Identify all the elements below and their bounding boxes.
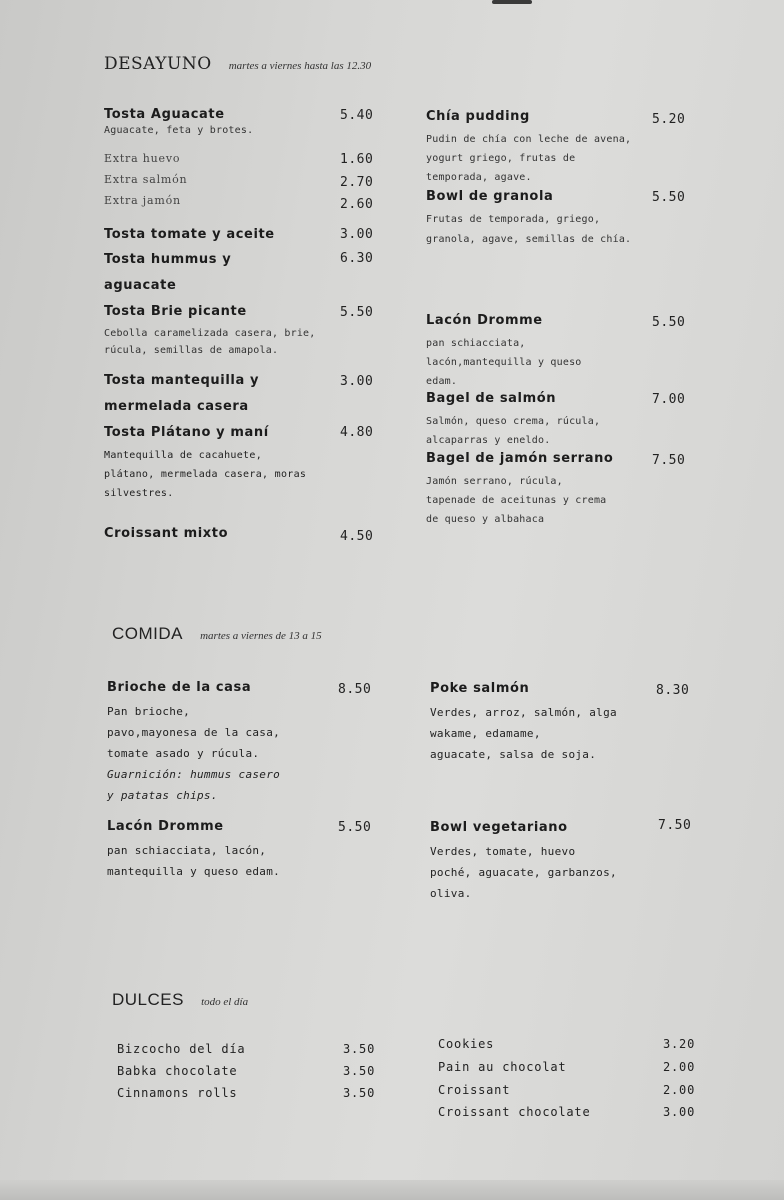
menu-item: Croissant chocolate <box>438 1105 591 1119</box>
item-name: Poke salmón <box>430 681 530 696</box>
menu-item <box>426 104 631 187</box>
item-name: Lacón Dromme <box>107 819 224 834</box>
item-desc: edam. <box>426 376 458 387</box>
item-name: Lacón Dromme <box>426 313 543 328</box>
item-desc: Salmón, queso crema, rúcula, <box>426 416 601 427</box>
item-price: 3.50 <box>343 1086 376 1100</box>
item-desc: oliva. <box>430 887 472 900</box>
menu-item <box>104 102 253 139</box>
item-desc: Aguacate, feta y brotes. <box>104 125 254 136</box>
item-desc: tomate asado y rúcula. <box>107 747 260 760</box>
item-desc: poché, aguacate, garbanzos, <box>430 866 617 879</box>
section-note: martes a viernes hasta las 12.30 <box>228 60 372 72</box>
extra-item: Extra salmón <box>104 173 188 186</box>
menu-item: Pain au chocolat <box>438 1060 567 1074</box>
item-price: 2.00 <box>663 1060 696 1074</box>
item-desc: pavo,mayonesa de la casa, <box>107 726 281 739</box>
item-name: Brioche de la casa <box>107 680 252 695</box>
item-name: Tosta Aguacate <box>104 107 225 122</box>
item-price: 5.50 <box>652 190 686 205</box>
item-desc: Pudin de chía con leche de avena, <box>426 134 632 145</box>
item-desc: de queso y albahaca <box>426 514 545 525</box>
menu-item <box>426 386 600 450</box>
item-name: Bagel de jamón serrano <box>426 451 614 466</box>
menu-item <box>104 420 306 503</box>
item-price: 5.50 <box>338 820 372 835</box>
item-price: 3.00 <box>340 374 374 389</box>
item-price: 5.50 <box>652 315 686 330</box>
item-price: 8.30 <box>656 683 690 698</box>
item-price: 6.30 <box>340 251 374 266</box>
section-title: COMIDA <box>112 624 183 643</box>
item-desc: Verdes, tomate, huevo <box>430 845 576 858</box>
item-price: 3.50 <box>343 1042 376 1056</box>
item-desc: silvestres. <box>104 488 174 499</box>
item-desc: Frutas de temporada, griego, <box>426 214 601 225</box>
menu-item <box>430 815 617 904</box>
paper-bottom-edge <box>0 1180 784 1200</box>
item-desc: pan schiacciata, <box>426 338 526 349</box>
item-name: mermelada casera <box>104 399 249 414</box>
item-desc: aguacate, salsa de soja. <box>430 748 597 761</box>
menu-item: Croissant <box>438 1083 511 1097</box>
item-desc: tapenade de aceitunas y crema <box>426 495 607 506</box>
item-name: Tosta mantequilla y <box>104 373 260 388</box>
top-mark <box>492 0 532 4</box>
section-title: DESAYUNO <box>104 54 212 74</box>
menu-item <box>104 368 259 420</box>
section-header-comida <box>112 624 322 644</box>
menu-item <box>426 184 631 250</box>
item-price: 3.00 <box>663 1105 696 1119</box>
item-desc: plátano, mermelada casera, moras <box>104 469 307 480</box>
item-desc: Cebolla caramelizada casera, brie, <box>104 328 316 339</box>
item-price: 3.20 <box>663 1037 696 1051</box>
item-name: Croissant mixto <box>104 526 229 541</box>
item-price: 8.50 <box>338 682 372 697</box>
item-desc: rúcula, semillas de amapola. <box>104 345 279 356</box>
item-desc: y patatas chips. <box>107 789 218 802</box>
item-price: 4.50 <box>340 529 374 544</box>
item-desc: temporada, agave. <box>426 172 532 183</box>
item-price: 2.00 <box>663 1083 696 1097</box>
menu-item: Babka chocolate <box>117 1064 238 1078</box>
item-name: Tosta hummus y <box>104 252 232 267</box>
item-desc: Guarnición: hummus casero <box>107 768 281 781</box>
item-desc: Jamón serrano, rúcula, <box>426 476 563 487</box>
item-name: Bowl de granola <box>426 189 554 204</box>
item-name: Tosta tomate y aceite <box>104 227 275 242</box>
item-desc: pan schiacciata, lacón, <box>107 844 267 857</box>
item-price: 1.60 <box>340 152 374 167</box>
menu-item <box>107 675 280 806</box>
item-price: 2.60 <box>340 197 374 212</box>
menu-item: Cinnamons rolls <box>117 1086 238 1100</box>
item-name: Chía pudding <box>426 109 530 124</box>
item-name: Tosta Brie picante <box>104 304 247 319</box>
menu-item: Cookies <box>438 1037 495 1051</box>
section-title: DULCES <box>112 990 184 1009</box>
menu-item <box>426 446 613 529</box>
item-price: 7.50 <box>658 818 692 833</box>
item-desc: granola, agave, semillas de chía. <box>426 234 632 245</box>
item-desc: Mantequilla de cacahuete, <box>104 450 263 461</box>
menu-item <box>104 299 316 359</box>
item-name: Tosta Plátano y maní <box>104 425 269 440</box>
item-name: Bowl vegetariano <box>430 820 568 835</box>
item-desc: wakame, edamame, <box>430 727 541 740</box>
item-desc: lacón,mantequilla y queso <box>426 357 582 368</box>
menu-item <box>104 247 231 299</box>
item-desc: Pan brioche, <box>107 705 191 718</box>
item-price: 5.50 <box>340 305 374 320</box>
menu-item: Bizcocho del día <box>117 1042 246 1056</box>
item-price: 3.50 <box>343 1064 376 1078</box>
section-header-desayuno <box>104 54 371 74</box>
item-price: 4.80 <box>340 425 374 440</box>
item-desc: mantequilla y queso edam. <box>107 865 281 878</box>
item-price: 5.20 <box>652 112 686 127</box>
menu-item <box>430 676 617 765</box>
section-note: todo el día <box>201 996 249 1008</box>
item-desc: Verdes, arroz, salmón, alga <box>430 706 617 719</box>
item-name: Bagel de salmón <box>426 391 557 406</box>
item-name: aguacate <box>104 278 177 293</box>
extra-item: Extra huevo <box>104 152 181 165</box>
menu-item <box>426 308 582 391</box>
section-header-dulces <box>112 990 248 1010</box>
item-desc: yogurt griego, frutas de <box>426 153 576 164</box>
item-price: 5.40 <box>340 108 374 123</box>
item-price: 3.00 <box>340 227 374 242</box>
item-desc: alcaparras y eneldo. <box>426 435 551 446</box>
extra-item: Extra jamón <box>104 194 181 207</box>
item-price: 2.70 <box>340 175 374 190</box>
item-price: 7.50 <box>652 453 686 468</box>
section-note: martes a viernes de 13 a 15 <box>200 630 322 642</box>
menu-item <box>107 814 280 882</box>
item-price: 7.00 <box>652 392 686 407</box>
